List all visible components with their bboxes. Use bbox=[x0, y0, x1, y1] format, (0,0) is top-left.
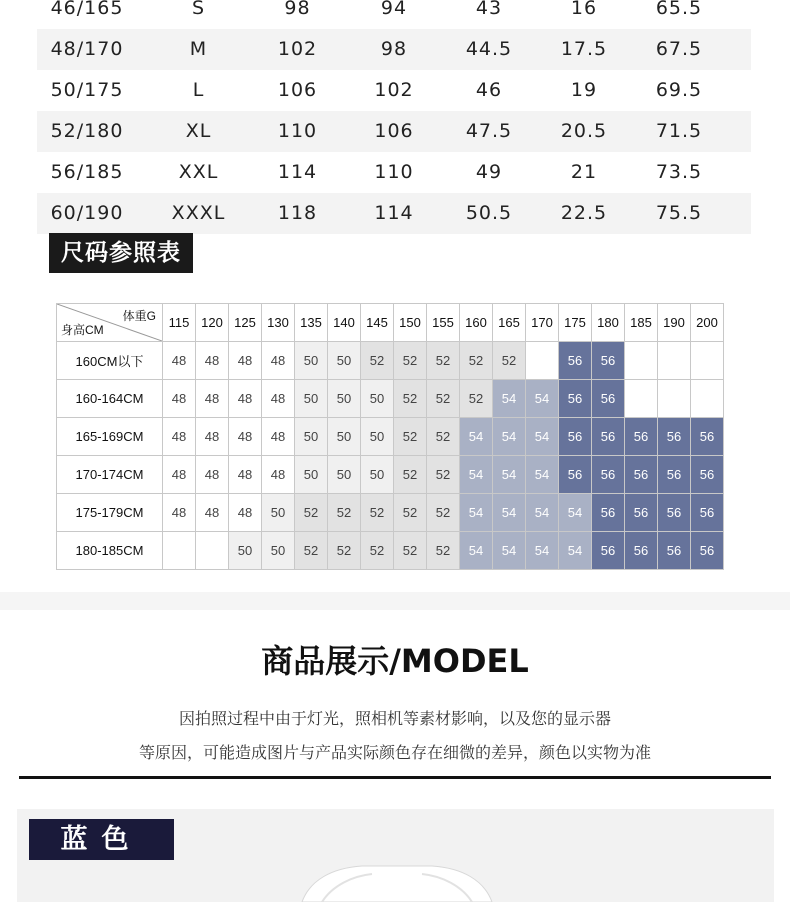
size-table-cell: 69.5 bbox=[655, 79, 703, 101]
size-value-cell: 56 bbox=[592, 418, 625, 456]
size-value-cell: 52 bbox=[361, 342, 394, 380]
size-table-cell: 48/170 bbox=[50, 38, 124, 60]
weight-header-cell: 185 bbox=[625, 304, 658, 342]
size-value-cell: 54 bbox=[559, 532, 592, 570]
size-value-cell: 56 bbox=[592, 532, 625, 570]
grid-row bbox=[57, 418, 724, 456]
size-table-cell: L bbox=[192, 79, 205, 101]
weight-header-cell: 145 bbox=[361, 304, 394, 342]
size-value-cell: 54 bbox=[493, 532, 526, 570]
weight-header-cell: 115 bbox=[163, 304, 196, 342]
weight-header-cell: 150 bbox=[394, 304, 427, 342]
size-table-cell: 106 bbox=[277, 79, 318, 101]
size-value-cell: 50 bbox=[328, 456, 361, 494]
size-value-cell: 52 bbox=[394, 342, 427, 380]
size-table-cell: 50/175 bbox=[50, 79, 124, 101]
weight-header-cell: 180 bbox=[592, 304, 625, 342]
size-value-cell: 54 bbox=[526, 494, 559, 532]
size-value-cell bbox=[691, 380, 724, 418]
size-table-row bbox=[37, 70, 751, 111]
size-value-cell: 54 bbox=[493, 380, 526, 418]
size-value-cell: 50 bbox=[295, 380, 328, 418]
size-value-cell: 56 bbox=[691, 532, 724, 570]
weight-header-cell: 155 bbox=[427, 304, 460, 342]
size-value-cell: 50 bbox=[328, 380, 361, 418]
size-table-cell: 19 bbox=[570, 79, 598, 101]
size-value-cell: 48 bbox=[196, 456, 229, 494]
size-value-cell bbox=[658, 342, 691, 380]
size-value-cell: 56 bbox=[592, 456, 625, 494]
size-value-cell: 56 bbox=[691, 494, 724, 532]
size-table-cell: 47.5 bbox=[465, 120, 513, 142]
size-value-cell: 56 bbox=[658, 418, 691, 456]
size-value-cell: 50 bbox=[328, 418, 361, 456]
weight-header-cell: 130 bbox=[262, 304, 295, 342]
size-value-cell: 56 bbox=[658, 494, 691, 532]
size-value-cell: 54 bbox=[559, 494, 592, 532]
size-value-cell: 52 bbox=[328, 532, 361, 570]
model-section-title: 商品展示/MODEL bbox=[261, 642, 529, 680]
size-value-cell: 52 bbox=[427, 494, 460, 532]
size-table-cell: 52/180 bbox=[50, 120, 124, 142]
size-value-cell bbox=[691, 342, 724, 380]
size-value-cell: 54 bbox=[526, 418, 559, 456]
grid-row bbox=[57, 342, 724, 380]
grid-row bbox=[57, 380, 724, 418]
size-value-cell: 52 bbox=[394, 418, 427, 456]
size-value-cell: 48 bbox=[196, 342, 229, 380]
size-table-cell: 50.5 bbox=[465, 202, 513, 224]
size-value-cell: 54 bbox=[460, 456, 493, 494]
size-value-cell: 48 bbox=[262, 380, 295, 418]
size-value-cell: 56 bbox=[559, 380, 592, 418]
height-row-label: 170-174CM bbox=[57, 456, 163, 494]
size-value-cell: 48 bbox=[262, 456, 295, 494]
size-table-cell: M bbox=[189, 38, 208, 60]
size-value-cell: 52 bbox=[427, 342, 460, 380]
size-value-cell: 52 bbox=[361, 532, 394, 570]
size-table-cell: 46 bbox=[475, 79, 503, 101]
size-value-cell: 54 bbox=[460, 418, 493, 456]
size-table-cell: XL bbox=[185, 120, 212, 142]
size-table-row bbox=[37, 29, 751, 70]
size-value-cell: 48 bbox=[229, 380, 262, 418]
size-value-cell: 54 bbox=[526, 380, 559, 418]
size-table-cell: 60/190 bbox=[50, 202, 124, 224]
weight-axis-label: 体重G bbox=[122, 309, 156, 323]
height-axis-label: 身高CM bbox=[61, 323, 104, 337]
shirt-collar-image bbox=[292, 862, 502, 902]
size-value-cell: 54 bbox=[460, 532, 493, 570]
size-value-cell: 48 bbox=[163, 380, 196, 418]
size-value-cell: 48 bbox=[163, 342, 196, 380]
size-value-cell: 56 bbox=[625, 456, 658, 494]
size-value-cell: 54 bbox=[526, 456, 559, 494]
weight-header-cell: 120 bbox=[196, 304, 229, 342]
size-value-cell: 56 bbox=[592, 380, 625, 418]
weight-header-cell: 190 bbox=[658, 304, 691, 342]
size-table-cell: 21 bbox=[570, 161, 598, 183]
size-table-cell: 98 bbox=[284, 0, 311, 19]
size-value-cell: 52 bbox=[361, 494, 394, 532]
size-value-cell: 48 bbox=[196, 380, 229, 418]
height-row-label: 175-179CM bbox=[57, 494, 163, 532]
size-value-cell: 52 bbox=[460, 342, 493, 380]
height-row-label: 165-169CM bbox=[57, 418, 163, 456]
size-table-cell: 46/165 bbox=[50, 0, 124, 19]
size-table-cell: 20.5 bbox=[560, 120, 608, 142]
size-value-cell: 48 bbox=[196, 418, 229, 456]
size-value-cell: 52 bbox=[493, 342, 526, 380]
size-table-cell: 75.5 bbox=[655, 202, 703, 224]
size-value-cell: 56 bbox=[592, 342, 625, 380]
weight-header-cell: 170 bbox=[526, 304, 559, 342]
size-value-cell: 54 bbox=[460, 494, 493, 532]
size-value-cell: 50 bbox=[229, 532, 262, 570]
size-value-cell: 50 bbox=[295, 342, 328, 380]
size-value-cell: 48 bbox=[229, 456, 262, 494]
size-value-cell: 50 bbox=[361, 380, 394, 418]
size-table-cell: S bbox=[191, 0, 206, 19]
size-value-cell: 56 bbox=[691, 456, 724, 494]
size-reference-grid bbox=[56, 303, 724, 570]
size-value-cell: 48 bbox=[163, 418, 196, 456]
size-value-cell: 52 bbox=[427, 532, 460, 570]
size-value-cell: 56 bbox=[625, 532, 658, 570]
size-table-row bbox=[37, 111, 751, 152]
size-table-cell: 43 bbox=[475, 0, 503, 19]
size-value-cell: 56 bbox=[658, 456, 691, 494]
size-table-cell: 16 bbox=[570, 0, 598, 19]
size-table-cell: 102 bbox=[277, 38, 318, 60]
weight-header-cell: 160 bbox=[460, 304, 493, 342]
size-value-cell: 48 bbox=[262, 418, 295, 456]
grid-corner-cell bbox=[57, 304, 163, 342]
size-table-cell: 71.5 bbox=[655, 120, 703, 142]
size-value-cell: 52 bbox=[328, 494, 361, 532]
weight-header-cell: 200 bbox=[691, 304, 724, 342]
size-value-cell: 52 bbox=[394, 456, 427, 494]
weight-header-cell: 135 bbox=[295, 304, 328, 342]
size-table-cell: 102 bbox=[374, 79, 414, 101]
size-value-cell bbox=[196, 532, 229, 570]
size-value-cell: 56 bbox=[559, 418, 592, 456]
size-value-cell: 52 bbox=[427, 380, 460, 418]
height-row-label: 160CM以下 bbox=[57, 342, 163, 380]
size-table-cell: 22.5 bbox=[560, 202, 608, 224]
size-table-cell: 56/185 bbox=[50, 161, 124, 183]
size-value-cell: 56 bbox=[625, 418, 658, 456]
size-table-cell: 94 bbox=[380, 0, 408, 19]
grid-row bbox=[57, 532, 724, 570]
size-table-cell: 114 bbox=[374, 202, 414, 224]
size-table-cell: 65.5 bbox=[655, 0, 703, 19]
size-value-cell: 48 bbox=[163, 494, 196, 532]
size-table-cell: 17.5 bbox=[560, 38, 608, 60]
size-value-cell: 52 bbox=[394, 532, 427, 570]
height-row-label: 180-185CM bbox=[57, 532, 163, 570]
size-value-cell bbox=[526, 342, 559, 380]
size-table-row bbox=[37, 0, 751, 29]
size-table-cell: 106 bbox=[374, 120, 414, 142]
size-value-cell: 50 bbox=[295, 418, 328, 456]
size-table-cell: 49 bbox=[475, 161, 503, 183]
height-row-label: 160-164CM bbox=[57, 380, 163, 418]
size-value-cell: 52 bbox=[295, 494, 328, 532]
color-label: 蓝色 bbox=[29, 819, 174, 860]
size-value-cell: 48 bbox=[229, 342, 262, 380]
size-value-cell: 56 bbox=[625, 494, 658, 532]
size-value-cell: 50 bbox=[361, 418, 394, 456]
size-value-cell: 48 bbox=[229, 418, 262, 456]
size-table-cell: 67.5 bbox=[655, 38, 703, 60]
size-value-cell: 50 bbox=[295, 456, 328, 494]
size-table-cell: 44.5 bbox=[465, 38, 513, 60]
size-table-cell: 114 bbox=[277, 161, 318, 183]
size-value-cell: 56 bbox=[658, 532, 691, 570]
size-value-cell: 48 bbox=[163, 456, 196, 494]
size-chart-title: 尺码参照表 bbox=[49, 233, 193, 273]
size-value-cell: 56 bbox=[592, 494, 625, 532]
section-rule bbox=[19, 776, 771, 779]
size-value-cell: 56 bbox=[559, 342, 592, 380]
size-value-cell: 52 bbox=[394, 494, 427, 532]
weight-header-cell: 125 bbox=[229, 304, 262, 342]
size-table-cell: 118 bbox=[277, 202, 318, 224]
size-value-cell: 52 bbox=[427, 418, 460, 456]
size-value-cell: 52 bbox=[427, 456, 460, 494]
size-table-cell: 110 bbox=[277, 120, 318, 142]
size-value-cell: 50 bbox=[328, 342, 361, 380]
size-value-cell: 52 bbox=[295, 532, 328, 570]
color-disclaimer-line-1: 因拍照过程中由于灯光，照相机等素材影响，以及您的显示器 bbox=[178, 709, 611, 728]
size-value-cell: 50 bbox=[262, 494, 295, 532]
size-value-cell bbox=[625, 380, 658, 418]
section-divider-band bbox=[0, 592, 790, 610]
weight-header-cell: 175 bbox=[559, 304, 592, 342]
weight-header-cell: 140 bbox=[328, 304, 361, 342]
size-value-cell: 50 bbox=[361, 456, 394, 494]
size-table-cell: XXL bbox=[178, 161, 219, 183]
size-value-cell: 48 bbox=[196, 494, 229, 532]
size-table-cell: XXXL bbox=[171, 202, 226, 224]
grid-row bbox=[57, 494, 724, 532]
size-table-cell: 73.5 bbox=[655, 161, 703, 183]
size-value-cell: 56 bbox=[691, 418, 724, 456]
size-value-cell: 54 bbox=[493, 456, 526, 494]
size-value-cell: 52 bbox=[394, 380, 427, 418]
size-value-cell: 54 bbox=[493, 494, 526, 532]
size-value-cell bbox=[163, 532, 196, 570]
size-value-cell: 56 bbox=[559, 456, 592, 494]
size-table-row bbox=[37, 193, 751, 234]
size-value-cell: 52 bbox=[460, 380, 493, 418]
color-disclaimer-line-2: 等原因，可能造成图片与产品实际颜色存在细微的差异，颜色以实物为准 bbox=[138, 743, 651, 762]
size-value-cell bbox=[625, 342, 658, 380]
size-value-cell: 54 bbox=[526, 532, 559, 570]
size-value-cell bbox=[658, 380, 691, 418]
size-value-cell: 54 bbox=[493, 418, 526, 456]
size-table-row bbox=[37, 152, 751, 193]
size-table-cell: 98 bbox=[380, 38, 408, 60]
size-value-cell: 50 bbox=[262, 532, 295, 570]
size-value-cell: 48 bbox=[262, 342, 295, 380]
weight-header-cell: 165 bbox=[493, 304, 526, 342]
grid-row bbox=[57, 456, 724, 494]
size-table-cell: 110 bbox=[374, 161, 414, 183]
size-value-cell: 48 bbox=[229, 494, 262, 532]
